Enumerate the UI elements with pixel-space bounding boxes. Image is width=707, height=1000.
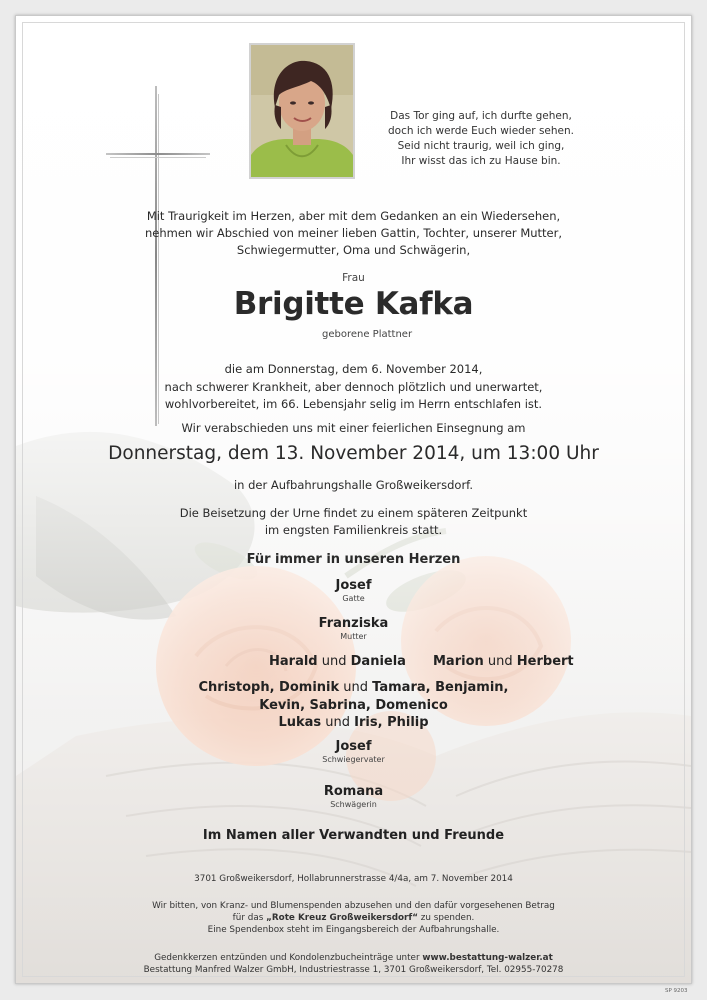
death-notice-line: die am Donnerstag, dem 6. November 2014,	[224, 362, 483, 376]
child-partner-name: Herbert	[516, 654, 574, 669]
conjunction: und	[321, 654, 347, 669]
deceased-name: Brigitte Kafka	[233, 286, 474, 322]
child-name: Marion	[433, 654, 484, 669]
mourner-role: Mutter	[340, 632, 367, 641]
mourner-father-in-law	[16, 739, 691, 765]
mourner-role: Schwiegervater	[322, 755, 385, 764]
urn-notice-line: Die Beisetzung der Urne findet zu einem späteren Zeitpunkt	[179, 506, 528, 520]
grandchildren-names: Lukas	[278, 715, 322, 730]
child-partner-name: Daniela	[350, 654, 406, 669]
grandchildren-line-2	[16, 697, 691, 715]
intro-text	[76, 208, 631, 259]
child-name: Harald	[269, 654, 318, 669]
mourner-mother	[16, 616, 691, 642]
funeral-home-link[interactable]: www.bestattung-walzer.at	[422, 953, 553, 963]
donation-text: zu spenden.	[418, 913, 475, 923]
poem-line: doch ich werde Euch wieder sehen.	[387, 125, 575, 137]
poem	[366, 109, 596, 169]
mourner-name: Romana	[323, 784, 384, 799]
urn-notice-line: im engsten Familienkreis statt.	[264, 522, 443, 537]
grandchildren-names: Kevin, Sabrina, Domenico	[259, 698, 448, 713]
poem-line: Das Tor ging auf, ich durfte gehen,	[390, 110, 572, 122]
conjunction: und	[325, 715, 351, 730]
ceremony-intro: Wir verabschieden uns mit einer feierlichen Einsegnung am	[181, 421, 526, 435]
death-notice-line: wohlvorbereitet, im 66. Lebensjahr selig im Herrn entschlafen ist.	[164, 397, 543, 411]
obituary-card	[15, 15, 692, 984]
death-notice	[76, 361, 631, 414]
intro-line: nehmen wir Abschied von meiner lieben Gattin, Tochter, unserer Mutter,	[144, 226, 563, 240]
mourner-name: Franziska	[318, 616, 389, 631]
conjunction: und	[343, 680, 369, 695]
intro-line: Mit Traurigkeit im Herzen, aber mit dem Gedanken an ein Wiedersehen,	[146, 209, 561, 223]
ceremony-date-time: Donnerstag, dem 13. November 2014, um 13:00 Uhr	[108, 443, 599, 464]
mourner-sister-in-law	[16, 784, 691, 810]
relatives-line: Im Namen aller Verwandten und Freunde	[202, 828, 505, 843]
mourners-heading: Für immer in unseren Herzen	[246, 552, 461, 567]
donation-text: für das	[232, 913, 267, 923]
maiden-name: geborene Plattner	[322, 329, 413, 340]
urn-notice	[76, 505, 631, 538]
grandchildren-names: Christoph, Dominik	[198, 680, 340, 695]
mourner-role: Schwägerin	[330, 800, 377, 809]
donation-recipient: „Rote Kreuz Großweikersdorf“	[266, 913, 419, 923]
mourner-name: Josef	[335, 739, 372, 754]
donation-line: Wir bitten, von Kranz- und Blumenspenden abzusehen und den dafür vorgesehenen Betrag	[152, 901, 555, 911]
mourner-role: Gatte	[342, 594, 365, 603]
poem-line: Ihr wisst das ich zu Hause bin.	[401, 155, 561, 167]
footer	[16, 952, 691, 976]
salutation: Frau	[342, 272, 365, 284]
grandchildren-line-1	[16, 679, 691, 697]
children-right	[433, 653, 574, 671]
children-left	[269, 653, 406, 671]
address-date-line: 3701 Großweikersdorf, Hollabrunnerstrasse 4/4a, am 7. November 2014	[194, 874, 513, 884]
ceremony-location: in der Aufbahrungshalle Großweikersdorf.	[233, 478, 474, 492]
document-code: SP 9203	[665, 988, 688, 994]
cross-horizontal-shadow	[110, 157, 206, 158]
death-notice-line: nach schwerer Krankheit, aber dennoch plötzlich und unerwartet,	[164, 379, 543, 394]
grandchildren-line-3	[16, 714, 691, 732]
conjunction: und	[487, 654, 513, 669]
deceased-portrait-photo	[249, 43, 355, 179]
grandchildren-names: Iris, Philip	[354, 715, 429, 730]
donation-line: Eine Spendenbox steht im Eingangsbereich der Aufbahrungshalle.	[207, 925, 500, 935]
footer-line	[16, 952, 691, 964]
poem-line: Seid nicht traurig, weil ich ging,	[397, 140, 565, 152]
mourner-husband	[16, 578, 691, 604]
cross-horizontal-beam	[106, 153, 210, 155]
footer-text: Gedenkkerzen entzünden und Kondolenzbucheinträge unter	[154, 953, 423, 963]
mourner-name: Josef	[335, 578, 372, 593]
donation-line	[16, 912, 691, 924]
portrait-image	[251, 45, 353, 177]
intro-line: Schwiegermutter, Oma und Schwägerin,	[236, 243, 471, 257]
obituary-content	[16, 16, 691, 983]
donation-request	[16, 900, 691, 936]
grandchildren-names: Tamara, Benjamin,	[372, 680, 509, 695]
footer-line: Bestattung Manfred Walzer GmbH, Industriestrasse 1, 3701 Großweikersdorf, Tel. 02955-70278	[143, 965, 564, 975]
